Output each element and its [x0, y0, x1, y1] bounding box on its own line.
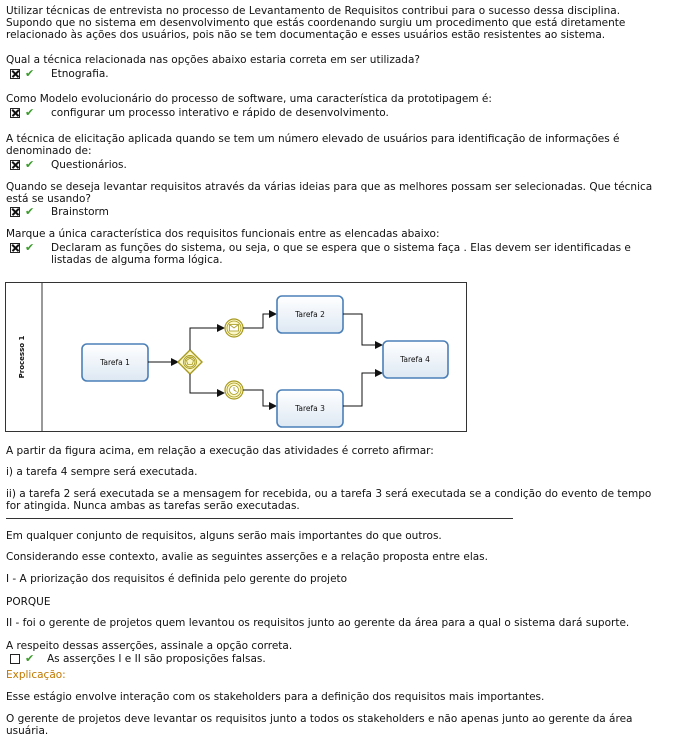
checkmark-icon: ✔: [25, 241, 35, 254]
question-4: Quando se deseja levantar requisitos através da várias ideias para que as melhores possam ser selecionadas. Que técnica está se usando?: [6, 181, 653, 205]
flow-arrow: [190, 374, 224, 393]
bpmn-diagram: [5, 282, 467, 432]
assertion-i: I - A priorização dos requisitos é definida pelo gerente do projeto: [6, 573, 348, 585]
answer-2-text: configurar um processo interativo e rápido de desenvolvimento.: [51, 107, 389, 119]
checkmark-icon: ✔: [25, 67, 35, 80]
question-7-prompt: A respeito dessas asserções, assinale a opção correta.: [6, 640, 293, 652]
flow-arrow: [243, 314, 276, 328]
checkmark-icon: ✔: [25, 158, 35, 171]
checked-checkbox-icon[interactable]: [10, 243, 20, 253]
question-6: A partir da figura acima, em relação a execução das atividades é correto afirmar:: [6, 445, 434, 457]
task-4-label: Tarefa 4: [400, 355, 430, 364]
statement-ii: ii) a tarefa 2 será executada se a mensagem for recebida, ou a tarefa 3 será executada se a condição do evento de tempo for atingida. Nunca ambas as tarefas serão executadas.: [6, 488, 652, 512]
porque-label: PORQUE: [6, 596, 51, 608]
message-event-icon: [225, 319, 243, 337]
flow-arrow: [190, 328, 224, 350]
statement-i: i) a tarefa 4 sempre será executada.: [6, 466, 198, 478]
question-5: Marque a única característica dos requisitos funcionais entre as elencadas abaixo:: [6, 228, 440, 240]
answer-5-text: Declaram as funções do sistema, ou seja, o que se espera que o sistema faça . Elas devem ser identificadas e listadas de alguma forma lógica.: [51, 242, 631, 266]
event-gateway-icon: [178, 350, 202, 374]
answer-5[interactable]: [10, 241, 663, 266]
checked-checkbox-icon[interactable]: [10, 207, 20, 217]
question-1: Qual a técnica relacionada nas opções abaixo estaria correta em ser utilizada?: [6, 54, 420, 66]
checkmark-icon: ✔: [25, 106, 35, 119]
explanation-text-2: O gerente de projetos deve levantar os requisitos junto a todos os stakeholders e não apenas junto ao gerente da área usuária.: [6, 713, 633, 737]
checked-checkbox-icon[interactable]: [10, 69, 20, 79]
question-7-instruction: Considerando esse contexto, avalie as seguintes asserções e a relação proposta entre elas.: [6, 551, 488, 563]
timer-event-icon: [225, 381, 243, 399]
answer-4-text: Brainstorm: [51, 206, 109, 218]
explanation-text-1: Esse estágio envolve interação com os stakeholders para a definição dos requisitos mais importantes.: [6, 691, 545, 703]
bpmn-diagram-svg: [6, 283, 466, 431]
answer-2[interactable]: [10, 107, 663, 120]
checked-checkbox-icon[interactable]: [10, 108, 20, 118]
assertion-ii: II - foi o gerente de projetos quem levantou os requisitos junto ao gerente da área para a qual o sistema dará suporte.: [6, 617, 630, 629]
unchecked-checkbox-icon[interactable]: [10, 654, 20, 664]
answer-4[interactable]: [10, 206, 663, 219]
question-2: Como Modelo evolucionário do processo de software, uma característica da prototipagem é:: [6, 93, 492, 105]
task-1-label: Tarefa 1: [100, 358, 130, 367]
answer-7[interactable]: [10, 653, 659, 666]
answer-7-text: As asserções I e II são proposições falsas.: [47, 653, 266, 665]
separator: [6, 518, 513, 519]
task-2-label: Tarefa 2: [295, 310, 325, 319]
checkmark-icon: ✔: [25, 205, 35, 218]
flow-arrow: [343, 373, 382, 406]
task-3-label: Tarefa 3: [295, 404, 325, 413]
answer-3-text: Questionários.: [51, 159, 127, 171]
answer-1[interactable]: [10, 68, 663, 81]
question-7-context: Em qualquer conjunto de requisitos, alguns serão mais importantes do que outros.: [6, 530, 442, 542]
answer-3[interactable]: [10, 159, 663, 172]
flow-arrow: [243, 390, 276, 406]
explanation-label: Explicação:: [6, 669, 66, 681]
intro-text: Utilizar técnicas de entrevista no processo de Levantamento de Requisitos contribui para o sucesso dessa disciplina. Supondo que no sistema em desenvolvimento que estás coordenando surgiu um procedimento que está diretamente relacionado às ações dos usuários, pois não se tem documentação e esses usuários estão resistentes ao sistema.: [6, 5, 626, 41]
question-3: A técnica de elicitação aplicada quando se tem um número elevado de usuários para identificação de informações é denominado de:: [6, 133, 620, 157]
flow-arrow: [343, 314, 382, 345]
pool-label: Processo 1: [18, 335, 26, 379]
checkmark-icon: ✔: [25, 652, 35, 665]
answer-1-text: Etnografia.: [51, 68, 109, 80]
checked-checkbox-icon[interactable]: [10, 160, 20, 170]
